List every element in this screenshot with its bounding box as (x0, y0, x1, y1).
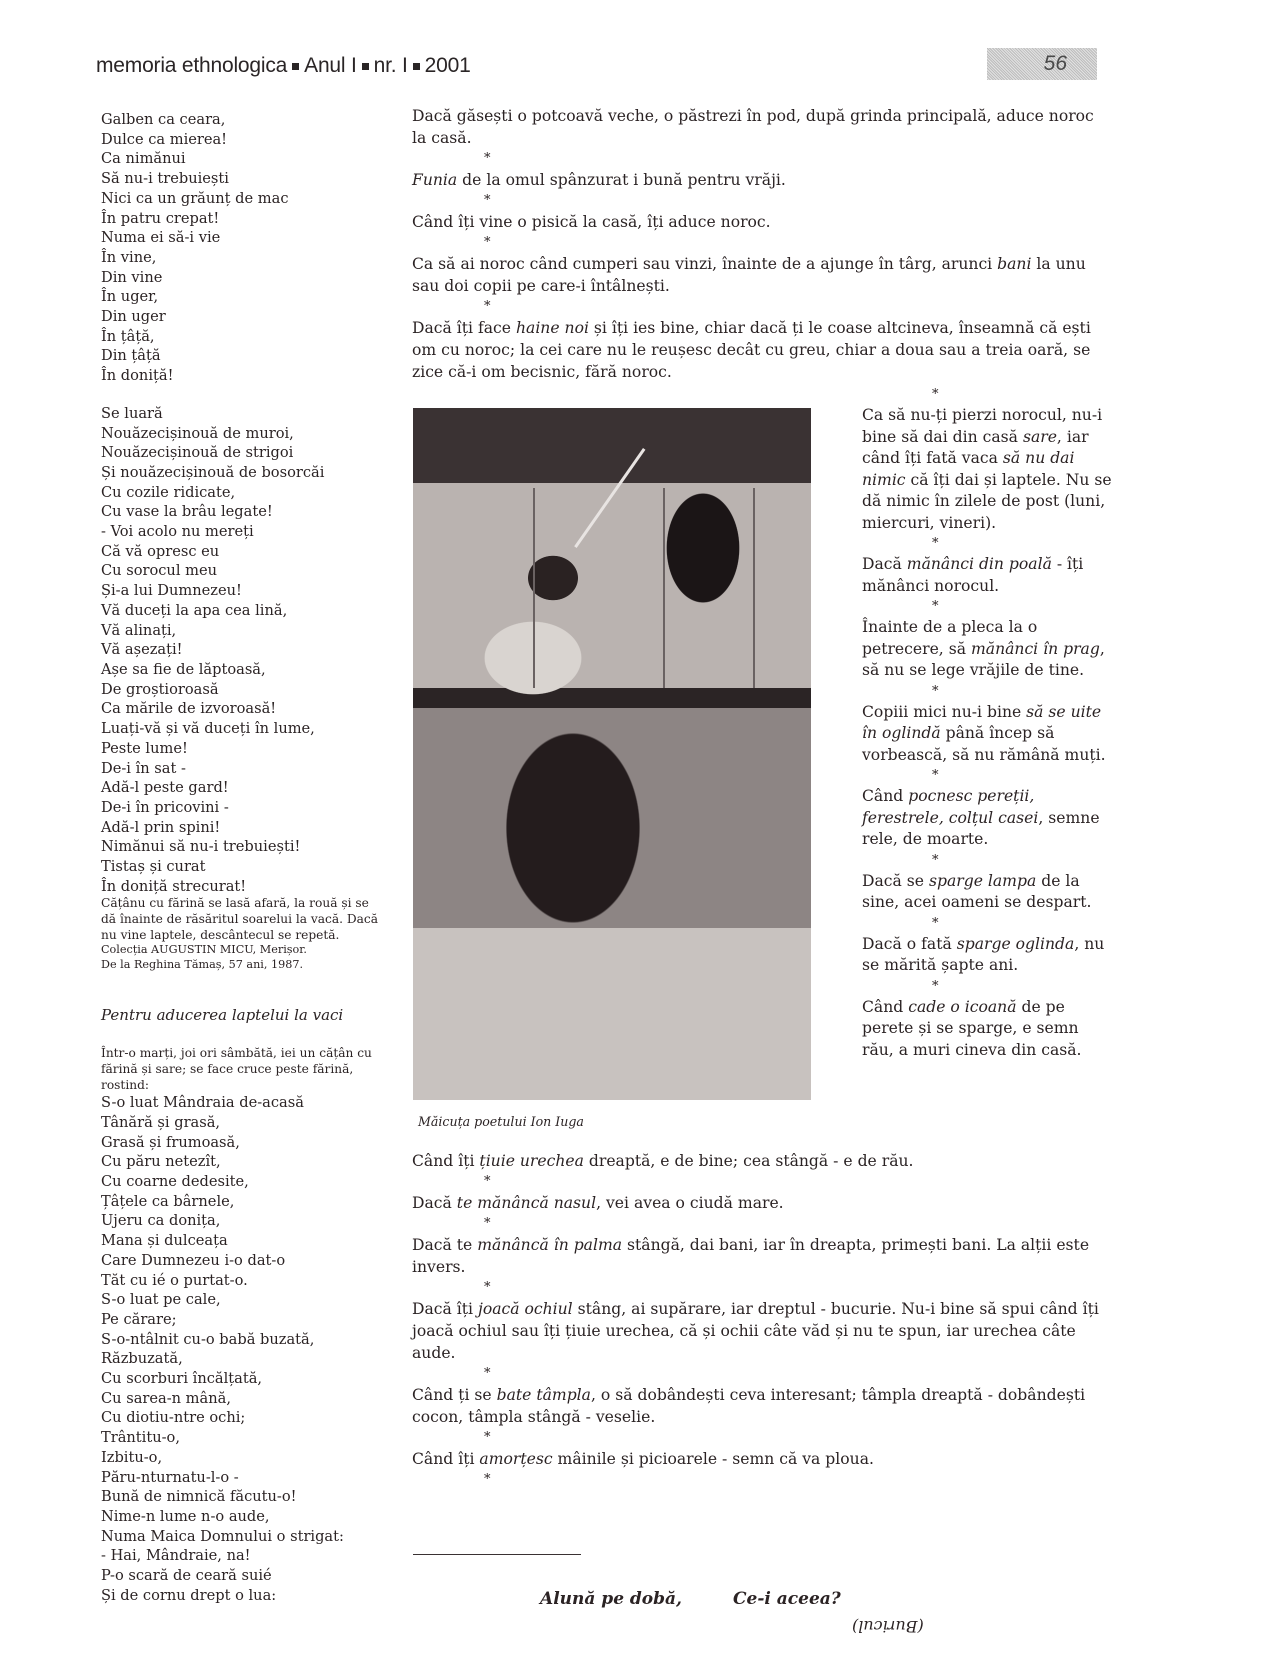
emphasis: sparge lampa (928, 871, 1037, 890)
source-informant: De la Reghina Tămaș, 57 ani, 1987. (101, 957, 304, 971)
poem-line: Numa Maica Domnului o strigat: (101, 1527, 344, 1545)
poem-line: Cu vase la brâu legate! (101, 503, 273, 521)
riddle-line-2: Ce-i aceea? (733, 1589, 841, 1609)
photo-caption: Măicuța poetului Ion Iuga (418, 1114, 584, 1129)
separator-asterisk: * (484, 193, 491, 208)
belief-paragraph: Dacă găsești o potcoavă veche, o păstrezi în pod, după grinda principală, aduce noroc la casă. (412, 107, 1094, 147)
belief-paragraph: Dacă se sparge lampa de la sine, acei oameni se despart. (862, 871, 1092, 911)
separator-asterisk: * (932, 599, 939, 614)
poem-line: Trântitu-o, (101, 1429, 180, 1447)
belief-paragraph: Dacă îți joacă ochiul stâng, ai supărare, iar dreptul - bucurie. Nu-i bine să spui când îți joacă ochiul sau îți țiuie urechea, că și ochii câte văd și nu te spun, iar urechea câte aude. (412, 1300, 1099, 1362)
ritual-intro: Într-o marți, joi ori sâmbătă, iei un cățân cu fărină și sare; se face cruce peste fărină, rostind: (101, 1046, 372, 1092)
poem-line: Ca mările de izvoroasă! (101, 700, 277, 718)
separator-asterisk: * (484, 1280, 491, 1295)
poem-line: Din țâță (101, 347, 161, 365)
separator-asterisk: * (484, 1174, 491, 1189)
poem-line: În țâță, (101, 327, 155, 345)
emphasis: bani (997, 255, 1032, 273)
poem-line: Cu sorocul meu (101, 562, 217, 580)
poem-line: Nici ca un grăunț de mac (101, 189, 289, 207)
poem-line: Din uger (101, 308, 166, 326)
ritual-note: Cățânu cu fărină se lasă afară, la rouă și se dă înainte de răsăritul soarelui la vacă. Dacă nu vine laptele, descântecul se repetă. (101, 896, 379, 942)
separator-asterisk: * (484, 1472, 491, 1487)
running-title (96, 54, 471, 78)
emphasis: Funia (412, 171, 458, 189)
emphasis: pocnesc pereții, ferestrele, colțul casei (862, 787, 1039, 827)
poem-line: Ujeru ca donița, (101, 1212, 221, 1230)
separator-asterisk: * (484, 299, 491, 314)
stanza-gap (101, 386, 386, 404)
footnote-rule (413, 1554, 581, 1555)
bullet-square-icon (362, 63, 369, 70)
separator-asterisk: * (932, 387, 939, 402)
belief-paragraph: Ca să nu-ți pierzi norocul, nu-i bine să dai din casă sare, iar când îți fată vaca să nu dai nimic că îți dai și laptele. Nu se dă nimic în zilele de post (luni, miercuri, vineri). (862, 406, 1112, 532)
separator-asterisk: * (932, 915, 939, 931)
poem-line: Bună de nimnică făcutu-o! (101, 1488, 297, 1506)
poem-line: Cu păru netezît, (101, 1153, 221, 1171)
emphasis: haine noi (515, 319, 589, 337)
poem-line: Grasă și frumoasă, (101, 1133, 240, 1151)
poem-line: Dulce ca mierea! (101, 130, 228, 148)
poem-line: Din vine (101, 268, 163, 286)
poem-stanza-3 (101, 1093, 386, 1605)
poem-line: Nouăzecișinouă de strigoi (101, 444, 294, 462)
emphasis: bate tâmpla (496, 1386, 591, 1404)
belief-paragraph: Copiii mici nu-i bine să se uite în oglindă până încep să vorbească, să nu rămână muți. (862, 702, 1106, 764)
belief-paragraph: Când îți vine o pisică la casă, îți aduce noroc. (412, 213, 771, 231)
poem-line: Adă-l peste gard! (101, 779, 229, 797)
emphasis: sparge oglinda (956, 934, 1075, 953)
belief-paragraph: Când cade o icoană de pe perete și se sparge, e semn rău, a muri cineva din casă. (862, 997, 1082, 1059)
poem-line: Cu coarne dedesite, (101, 1172, 249, 1190)
bullet-square-icon (292, 63, 299, 70)
photo-woman-spinning (413, 408, 811, 1100)
poem-line: Cu sarea-n mână, (101, 1389, 231, 1407)
poem-line: De-i în sat - (101, 759, 186, 777)
section-subtitle: Pentru aducerea laptelui la vaci (101, 1006, 344, 1025)
poem-line: - Hai, Mândraie, na! (101, 1547, 251, 1565)
beliefs-top (412, 105, 1102, 383)
poem-line: Să nu-i trebuiești (101, 170, 229, 188)
poem-line: S-o-ntâlnit cu-o babă buzată, (101, 1330, 315, 1348)
emphasis: țiuie urechea (479, 1152, 584, 1170)
poem-line: În vine, (101, 248, 157, 266)
belief-paragraph: Când pocnesc pereții, ferestrele, colțul casei, semne rele, de moarte. (862, 787, 1100, 848)
poem-line: - Voi acolo nu mereți (101, 523, 254, 541)
poem-line: Numa ei să-i vie (101, 229, 221, 247)
poem-line: În doniță strecurat! (101, 877, 247, 895)
emphasis: să se uite în oglindă (862, 702, 1102, 742)
poem-line: Se luară (101, 404, 163, 422)
poem-line: Cu diotiu-ntre ochi; (101, 1409, 246, 1427)
poem-line: Ca nimănui (101, 150, 186, 168)
poem-line: Cu cozile ridicate, (101, 483, 236, 501)
source-collection: Colecția AUGUSTIN MICU, Merișor. (101, 943, 307, 957)
belief-paragraph: Când ți se bate tâmpla, o să dobândești ceva interesant; tâmpla dreaptă - dobândești cocon, tâmpla stângă - veselie. (412, 1386, 1086, 1426)
page-number: 56 (987, 48, 1097, 80)
belief-paragraph: Dacă îți face haine noi și îți ies bine, chiar dacă ți le coase altcineva, înseamnă că ești om cu noroc; la cei care nu le reușesc decât cu greu, chiar a doua sau a treia oară, se zice că-i om becisnic, fără noroc. (412, 319, 1091, 381)
emphasis: cade o icoană (908, 997, 1017, 1016)
separator-asterisk: * (484, 151, 491, 166)
poem-line: Nime-n lume n-o aude, (101, 1507, 270, 1525)
beliefs-side-column (862, 385, 1112, 1061)
belief-paragraph: Funia de la omul spânzurat i bună pentru vrăji. (412, 171, 786, 189)
year-label: Anul I (304, 54, 357, 77)
emphasis: te mănâncă nasul (456, 1194, 597, 1212)
emphasis: sare (1022, 427, 1057, 446)
poem-line: În uger, (101, 288, 159, 306)
belief-paragraph: Dacă mănânci din poală - îți mănânci norocul. (862, 555, 1084, 595)
separator-asterisk: * (932, 768, 939, 783)
separator-asterisk: * (932, 852, 939, 868)
issue-label: nr. I (373, 54, 408, 77)
poem-line: Așe sa fie de lăptoasă, (101, 660, 266, 678)
poem-line: Izbitu-o, (101, 1448, 163, 1466)
poem-line: În doniță! (101, 367, 174, 385)
poem-line: De groștioroasă (101, 680, 219, 698)
poem-line: Vă așezați! (101, 641, 183, 659)
left-column (101, 110, 386, 1605)
belief-paragraph: Dacă te mănâncă nasul, vei avea o ciudă mare. (412, 1194, 784, 1212)
poem-line: Mana și dulceața (101, 1232, 228, 1250)
poem-line: Tăt cu ié o purtat-o. (101, 1271, 248, 1289)
belief-paragraph: Dacă o fată sparge oglinda, nu se mărită șapte ani. (862, 934, 1105, 974)
belief-paragraph: Ca să ai noroc când cumperi sau vinzi, înainte de a ajunge în târg, arunci bani la unu sau doi copii pe care-i întâlnești. (412, 255, 1086, 295)
belief-paragraph: Dacă te mănâncă în palma stângă, dai bani, iar în dreapta, primești bani. La alții este invers. (412, 1236, 1090, 1276)
emphasis: joacă ochiul (477, 1300, 573, 1318)
poem-line: Tânără și grasă, (101, 1113, 221, 1131)
poem-stanza-2 (101, 404, 386, 897)
separator-asterisk: * (484, 1366, 491, 1381)
poem-line: Peste lume! (101, 739, 188, 757)
bullet-square-icon (413, 63, 420, 70)
beliefs-bottom (412, 1150, 1102, 1490)
separator-asterisk: * (932, 683, 939, 699)
year: 2001 (424, 54, 471, 77)
poem-line: Că vă opresc eu (101, 542, 220, 560)
poem-line: În patru crepat! (101, 209, 220, 227)
separator-asterisk: * (932, 978, 939, 994)
photo-detail (753, 488, 755, 688)
poem-line: Cu scorburi încălțată, (101, 1370, 263, 1388)
poem-line: De-i în pricovini - (101, 798, 229, 816)
photo-distaff (574, 448, 645, 548)
belief-paragraph: Când îți amorțesc mâinile și picioarele - semn că va ploua. (412, 1450, 874, 1468)
poem-line: Vă alinați, (101, 621, 177, 639)
separator-asterisk: * (484, 1430, 491, 1445)
poem-line: Galben ca ceara, (101, 111, 226, 128)
separator-asterisk: * (484, 1216, 491, 1231)
poem-line: Țâțele ca bârnele, (101, 1192, 235, 1210)
belief-paragraph: Când îți țiuie urechea dreaptă, e de bine; cea stângă - e de rău. (412, 1152, 914, 1170)
page-header (96, 52, 1086, 84)
poem-line: Tistaș și curat (101, 858, 206, 876)
journal-name: memoria ethnologica (96, 54, 288, 77)
emphasis: mănâncă în palma (477, 1236, 623, 1254)
poem-line: Și-a lui Dumnezeu! (101, 582, 242, 600)
separator-asterisk: * (932, 536, 939, 551)
poem-line: Luați-vă și vă duceți în lume, (101, 720, 315, 738)
belief-paragraph: Înainte de a pleca la o petrecere, să mănânci în prag, să nu se lege vrăjile de tine. (862, 618, 1105, 679)
poem-line: Pe cărare; (101, 1310, 177, 1328)
poem-line: Nouăzecișinouă de muroi, (101, 424, 294, 442)
poem-line: P-o scară de ceară suié (101, 1567, 272, 1585)
emphasis: mănânci în prag (970, 639, 1100, 658)
separator-asterisk: * (484, 235, 491, 250)
poem-line: Răzbuzată, (101, 1350, 183, 1368)
emphasis: amorțesc (479, 1450, 553, 1468)
photo-detail (663, 488, 665, 688)
poem-line: Vă duceți la apa cea lină, (101, 601, 288, 619)
emphasis: să nu dai nimic (862, 449, 1075, 489)
poem-line: Și de cornu drept o lua: (101, 1586, 277, 1604)
poem-line: Nimănui să nu-i trebuiești! (101, 838, 301, 856)
poem-line: Adă-l prin spini! (101, 818, 221, 836)
photo-detail (533, 488, 535, 688)
poem-line: Care Dumnezeu i-o dat-o (101, 1251, 286, 1269)
emphasis: mănânci din poală (906, 555, 1052, 573)
poem-line: S-o luat pe cale, (101, 1291, 221, 1309)
poem-line: Păru-nturnatu-l-o - (101, 1468, 239, 1486)
poem-line: S-o luat Mândraia de-acasă (101, 1094, 304, 1112)
poem-stanza-1 (101, 110, 386, 386)
riddle-answer-inverted: (Buricul) (852, 1617, 924, 1636)
poem-line: Și nouăzecișinouă de bosorcăi (101, 463, 325, 481)
riddle-line-1: Alună pe dobă, (540, 1589, 682, 1609)
